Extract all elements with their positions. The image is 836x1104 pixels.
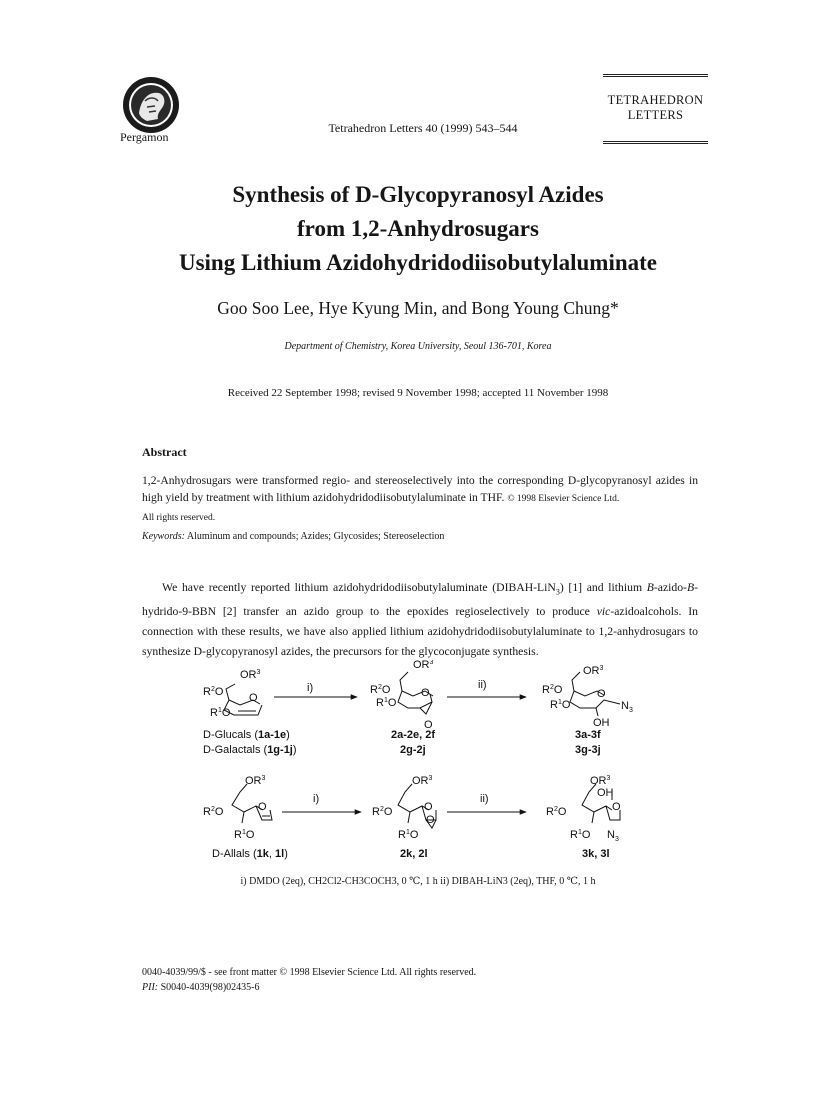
label-or3-mid2: $OR^3$ <box>412 775 433 787</box>
label-ring-o-sm2: O <box>258 801 267 813</box>
abstract-copyright: © 1998 Elsevier Science Ltd. <box>507 494 620 504</box>
caption-galactals: D-Galactals (1g-1j) <box>203 744 297 756</box>
label-n3-prod1: $N_3$ <box>621 700 633 714</box>
brand-rule-bottom <box>603 141 708 144</box>
para-ital: vic <box>596 605 611 619</box>
label-or3-prod1: $OR^3$ <box>583 665 604 677</box>
label-ring-o-prod1: O <box>597 688 606 700</box>
label-step-i-row1: i) <box>307 682 314 694</box>
label-oh-prod2: OH <box>597 787 614 799</box>
author-list: Goo Soo Lee, Hye Kyung Min, and Bong Young Chung* <box>217 298 619 318</box>
label-ring-o-sm1: O <box>249 692 258 704</box>
label-r2o-prod2: $R^2O$ <box>546 806 567 818</box>
journal-reference: Tetrahedron Letters 40 (1999) 543–544 <box>328 121 518 135</box>
caption-allals: D-Allals (1k, 1l) <box>212 848 288 860</box>
label-ring-o-mid1: O <box>421 687 430 699</box>
label-step-i-row2: i) <box>313 793 320 805</box>
azide-product-ring <box>570 672 620 716</box>
label-r2o-mid2: $R^2O$ <box>372 806 393 818</box>
keywords <box>142 531 444 542</box>
label-r1o-prod1: $R^1O$ <box>550 699 571 711</box>
reaction-conditions: i) DMDO (2eq), CH2Cl2-CH3COCH3, 0 ℃, 1 h ii) DIBAH-LiN3 (2eq), THF, 0 ℃, 1 h <box>240 876 596 887</box>
label-or3-prod2: $OR^3$ <box>590 775 611 787</box>
label-epoxide-o-mid2: O <box>426 814 435 826</box>
caption-3a-3f: 3a-3f <box>575 729 601 741</box>
abstract-body: 1,2-Anhydrosugars were transformed regio- and stereoselectively into the corresponding D-glycopyranosyl azides in high yield by treatment with lithium azidohydridodiisobutylaluminate in THF. <box>142 474 698 504</box>
label-r2o-sm2: $R^2O$ <box>203 806 224 818</box>
footer <box>142 965 476 995</box>
publisher-name: Pergamon <box>120 130 169 144</box>
label-or3-sm2: $OR^3$ <box>245 775 266 787</box>
label-step-ii-row2: ii) <box>480 793 489 805</box>
label-ring-o-prod2: O <box>612 801 621 813</box>
caption-glucals: D-Glucals (1a-1e) <box>203 729 290 741</box>
para-ital: B <box>646 581 654 594</box>
abstract-rights: All rights reserved. <box>142 513 216 523</box>
affiliation: Department of Chemistry, Korea University, Seoul 136-701, Korea <box>284 341 552 352</box>
para-seg: ) [1] and lithium <box>559 581 647 594</box>
para-ital: B <box>686 581 695 594</box>
keywords-label: Keywords: <box>142 531 185 542</box>
title-line-3: Using Lithium Azidohydridodiisobutylaluminate <box>178 250 657 275</box>
keywords-list: Aluminum and compounds; Azides; Glycosides; Stereoselection <box>186 531 445 542</box>
caption-2a-2f: 2a-2e, 2f <box>391 729 436 741</box>
label-r2o-mid1: $R^2O$ <box>370 684 391 696</box>
journal-brand-line2: LETTERS <box>627 108 684 122</box>
para-sub: 3 <box>555 587 560 597</box>
label-r1o-mid2: $R^1O$ <box>398 829 419 841</box>
intro-paragraph <box>142 578 698 662</box>
label-ring-o-mid2: O <box>424 801 433 813</box>
label-or3-mid1: $OR^3$ <box>413 660 434 671</box>
footer-copyright: 0040-4039/99/$ - see front matter © 1998 Elsevier Science Ltd. All rights reserved. <box>142 967 477 978</box>
abstract-text <box>142 472 698 527</box>
label-r2o-sm1: $R^2O$ <box>203 686 224 698</box>
label-r2o-prod1: $R^2O$ <box>542 684 563 696</box>
para-seg: -azido- <box>653 581 687 594</box>
received-dates: Received 22 September 1998; revised 9 November 1998; accepted 11 November 1998 <box>227 387 609 399</box>
para-seg: -azidoalcohols. In connection with these results, we have also applied lithium azidohydridodiisobutylaluminate to 1,2-anhydrosugars to synthesize D-glycopyranosyl azides, the precursors for the glycoconjugate synthesis. <box>142 605 698 659</box>
pii-value: S0040-4039(98)02435-6 <box>160 982 260 993</box>
label-r1o-sm1: $R^1O$ <box>210 707 231 719</box>
paper-title <box>0 178 836 280</box>
footer-pii <box>142 980 476 995</box>
reaction-scheme <box>0 660 836 875</box>
brand-rule-top <box>603 74 708 77</box>
para-seg: We have recently reported lithium azidohydridodiisobutylaluminate (DIBAH-LiN <box>162 581 556 594</box>
caption-3k-3l: 3k, 3l <box>582 848 610 860</box>
journal-brand-line1: TETRAHEDRON <box>607 93 704 107</box>
pii-label: PII: <box>142 982 159 993</box>
label-epoxide-o-mid1: O <box>424 719 433 731</box>
caption-2g-2j: 2g-2j <box>400 744 426 756</box>
title-line-1: Synthesis of D-Glycopyranosyl Azides <box>232 182 604 207</box>
label-r1o-mid1: $R^1O$ <box>376 697 397 709</box>
label-n3-prod2: $N_3$ <box>607 829 619 843</box>
label-step-ii-row1: ii) <box>478 679 487 691</box>
para-seg: -hydrido-9-BBN [2] transfer an azido group to the epoxides regioselectively to produce <box>142 581 698 619</box>
caption-3g-3j: 3g-3j <box>575 744 601 756</box>
label-or3-sm1: $OR^3$ <box>240 669 261 681</box>
caption-2k-2l: 2k, 2l <box>400 848 428 860</box>
label-r1o-prod2: $R^1O$ <box>570 829 591 841</box>
label-r1o-sm2: $R^1O$ <box>234 829 255 841</box>
label-oh-prod1: OH <box>593 717 610 729</box>
abstract-heading: Abstract <box>142 445 187 459</box>
title-line-2: from 1,2-Anhydrosugars <box>297 216 539 241</box>
